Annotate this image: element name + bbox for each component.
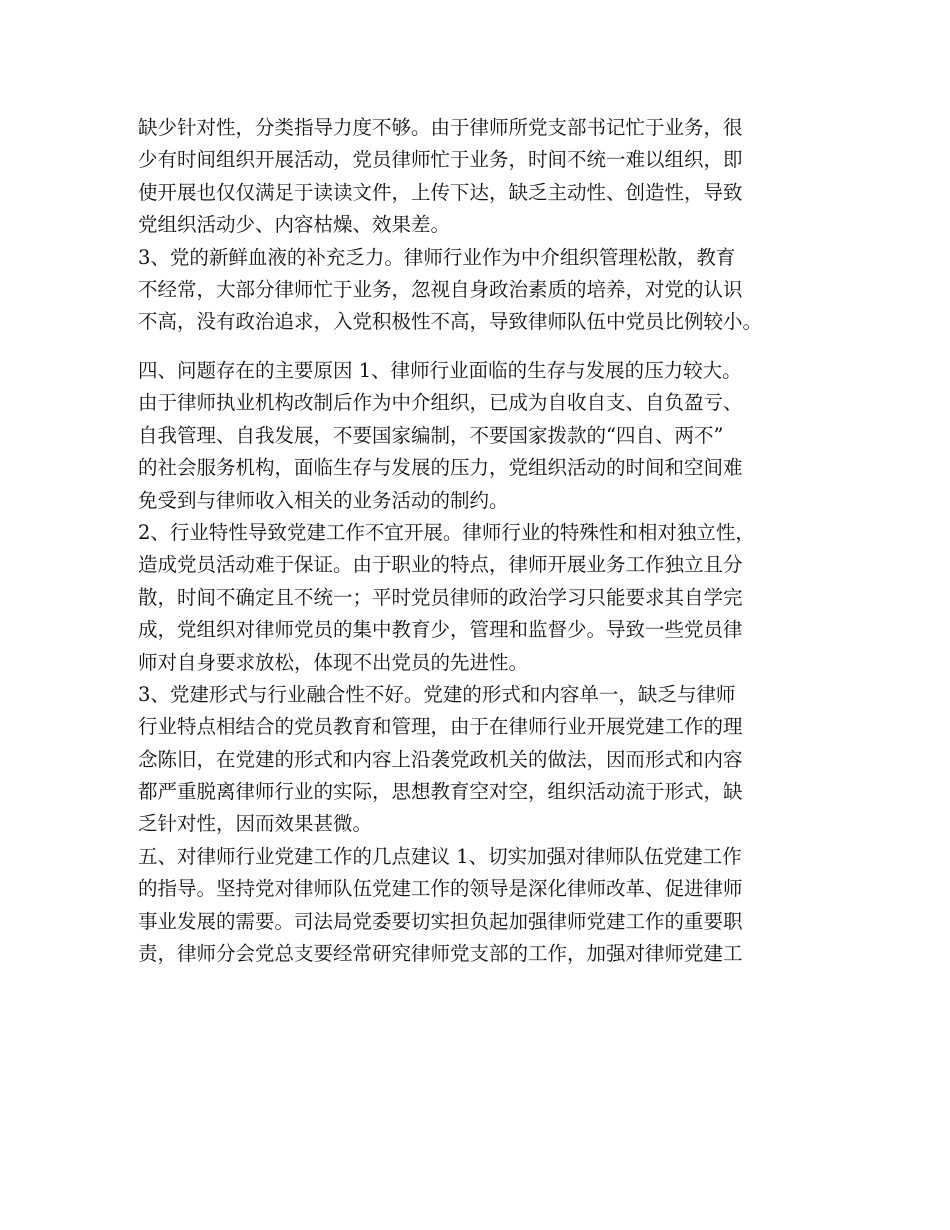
text-line: 师对自身要求放松，体现不出党员的先进性。 [138, 650, 529, 674]
text-line: 成，党组织对律师党员的集中教育少，管理和监督少。导致一些党员律 [138, 618, 743, 642]
text-line: 乏针对性，因而效果甚微。 [138, 812, 373, 836]
text-line: 散，时间不确定且不统一；平时党员律师的政治学习只能要求其自学完 [138, 585, 743, 609]
text-line: 都严重脱离律师行业的实际，思想教育空对空，组织活动流于形式，缺 [138, 780, 743, 804]
text-line: 党组织活动少、内容枯燥、效果差。 [138, 213, 451, 237]
text-line: 的指导。坚持党对律师队伍党建工作的领导是深化律师改革、促进律师 [138, 877, 743, 901]
text-line: 3、党的新鲜血液的补充乏力。律师行业作为中介组织管理松散，教育 [138, 245, 736, 269]
text-line: 的社会服务机构，面临生存与发展的压力，党组织活动的时间和空间难 [138, 456, 743, 480]
text-line: 行业特点相结合的党员教育和管理，由于在律师行业开展党建工作的理 [138, 715, 743, 739]
section-heading-line: 五、对律师行业党建工作的几点建议 1、切实加强对律师队伍党建工作 [138, 844, 742, 868]
text-line: 造成党员活动难于保证。由于职业的特点，律师开展业务工作独立且分 [138, 553, 743, 577]
text-line: 自我管理、自我发展，不要国家编制，不要国家拨款的“四自、两不” [138, 423, 724, 447]
text-line: 事业发展的需要。司法局党委要切实担负起加强律师党建工作的重要职 [138, 909, 743, 933]
paragraph-block-1 [138, 112, 828, 339]
text-line: 缺少针对性，分类指导力度不够。由于律师所党支部书记忙于业务，很 [138, 116, 743, 139]
text-line: 念陈旧，在党建的形式和内容上沿袭党政机关的做法，因而形式和内容 [138, 747, 743, 771]
section-heading-line: 四、问题存在的主要原因 1、律师行业面临的生存与发展的压力较大。 [138, 359, 742, 382]
text-line: 免受到与律师收入相关的业务活动的制约。 [138, 488, 509, 512]
text-line: 由于律师执业机构改制后作为中介组织，已成为自收自支、自负盈亏、 [138, 391, 743, 415]
paragraph-block-2 [138, 355, 828, 970]
text-line: 少有时间组织开展活动，党员律师忙于业务，时间不统一难以组织，即 [138, 148, 743, 172]
text-line: 责，律师分会党总支要经常研究律师党支部的工作，加强对律师党建工 [138, 942, 743, 966]
text-line: 不经常，大部分律师忙于业务，忽视自身政治素质的培养，对党的认识 [138, 277, 743, 301]
text-line: 3、党建形式与行业融合性不好。党建的形式和内容单一，缺乏与律师 [138, 682, 736, 706]
text-line: 2、行业特性导致党建工作不宜开展。律师行业的特殊性和相对独立性， [138, 520, 755, 544]
text-line: 使开展也仅仅满足于读读文件，上传下达，缺乏主动性、创造性，导致 [138, 180, 743, 204]
text-line: 不高，没有政治追求，入党积极性不高，导致律师队伍中党员比例较小。 [138, 310, 763, 334]
